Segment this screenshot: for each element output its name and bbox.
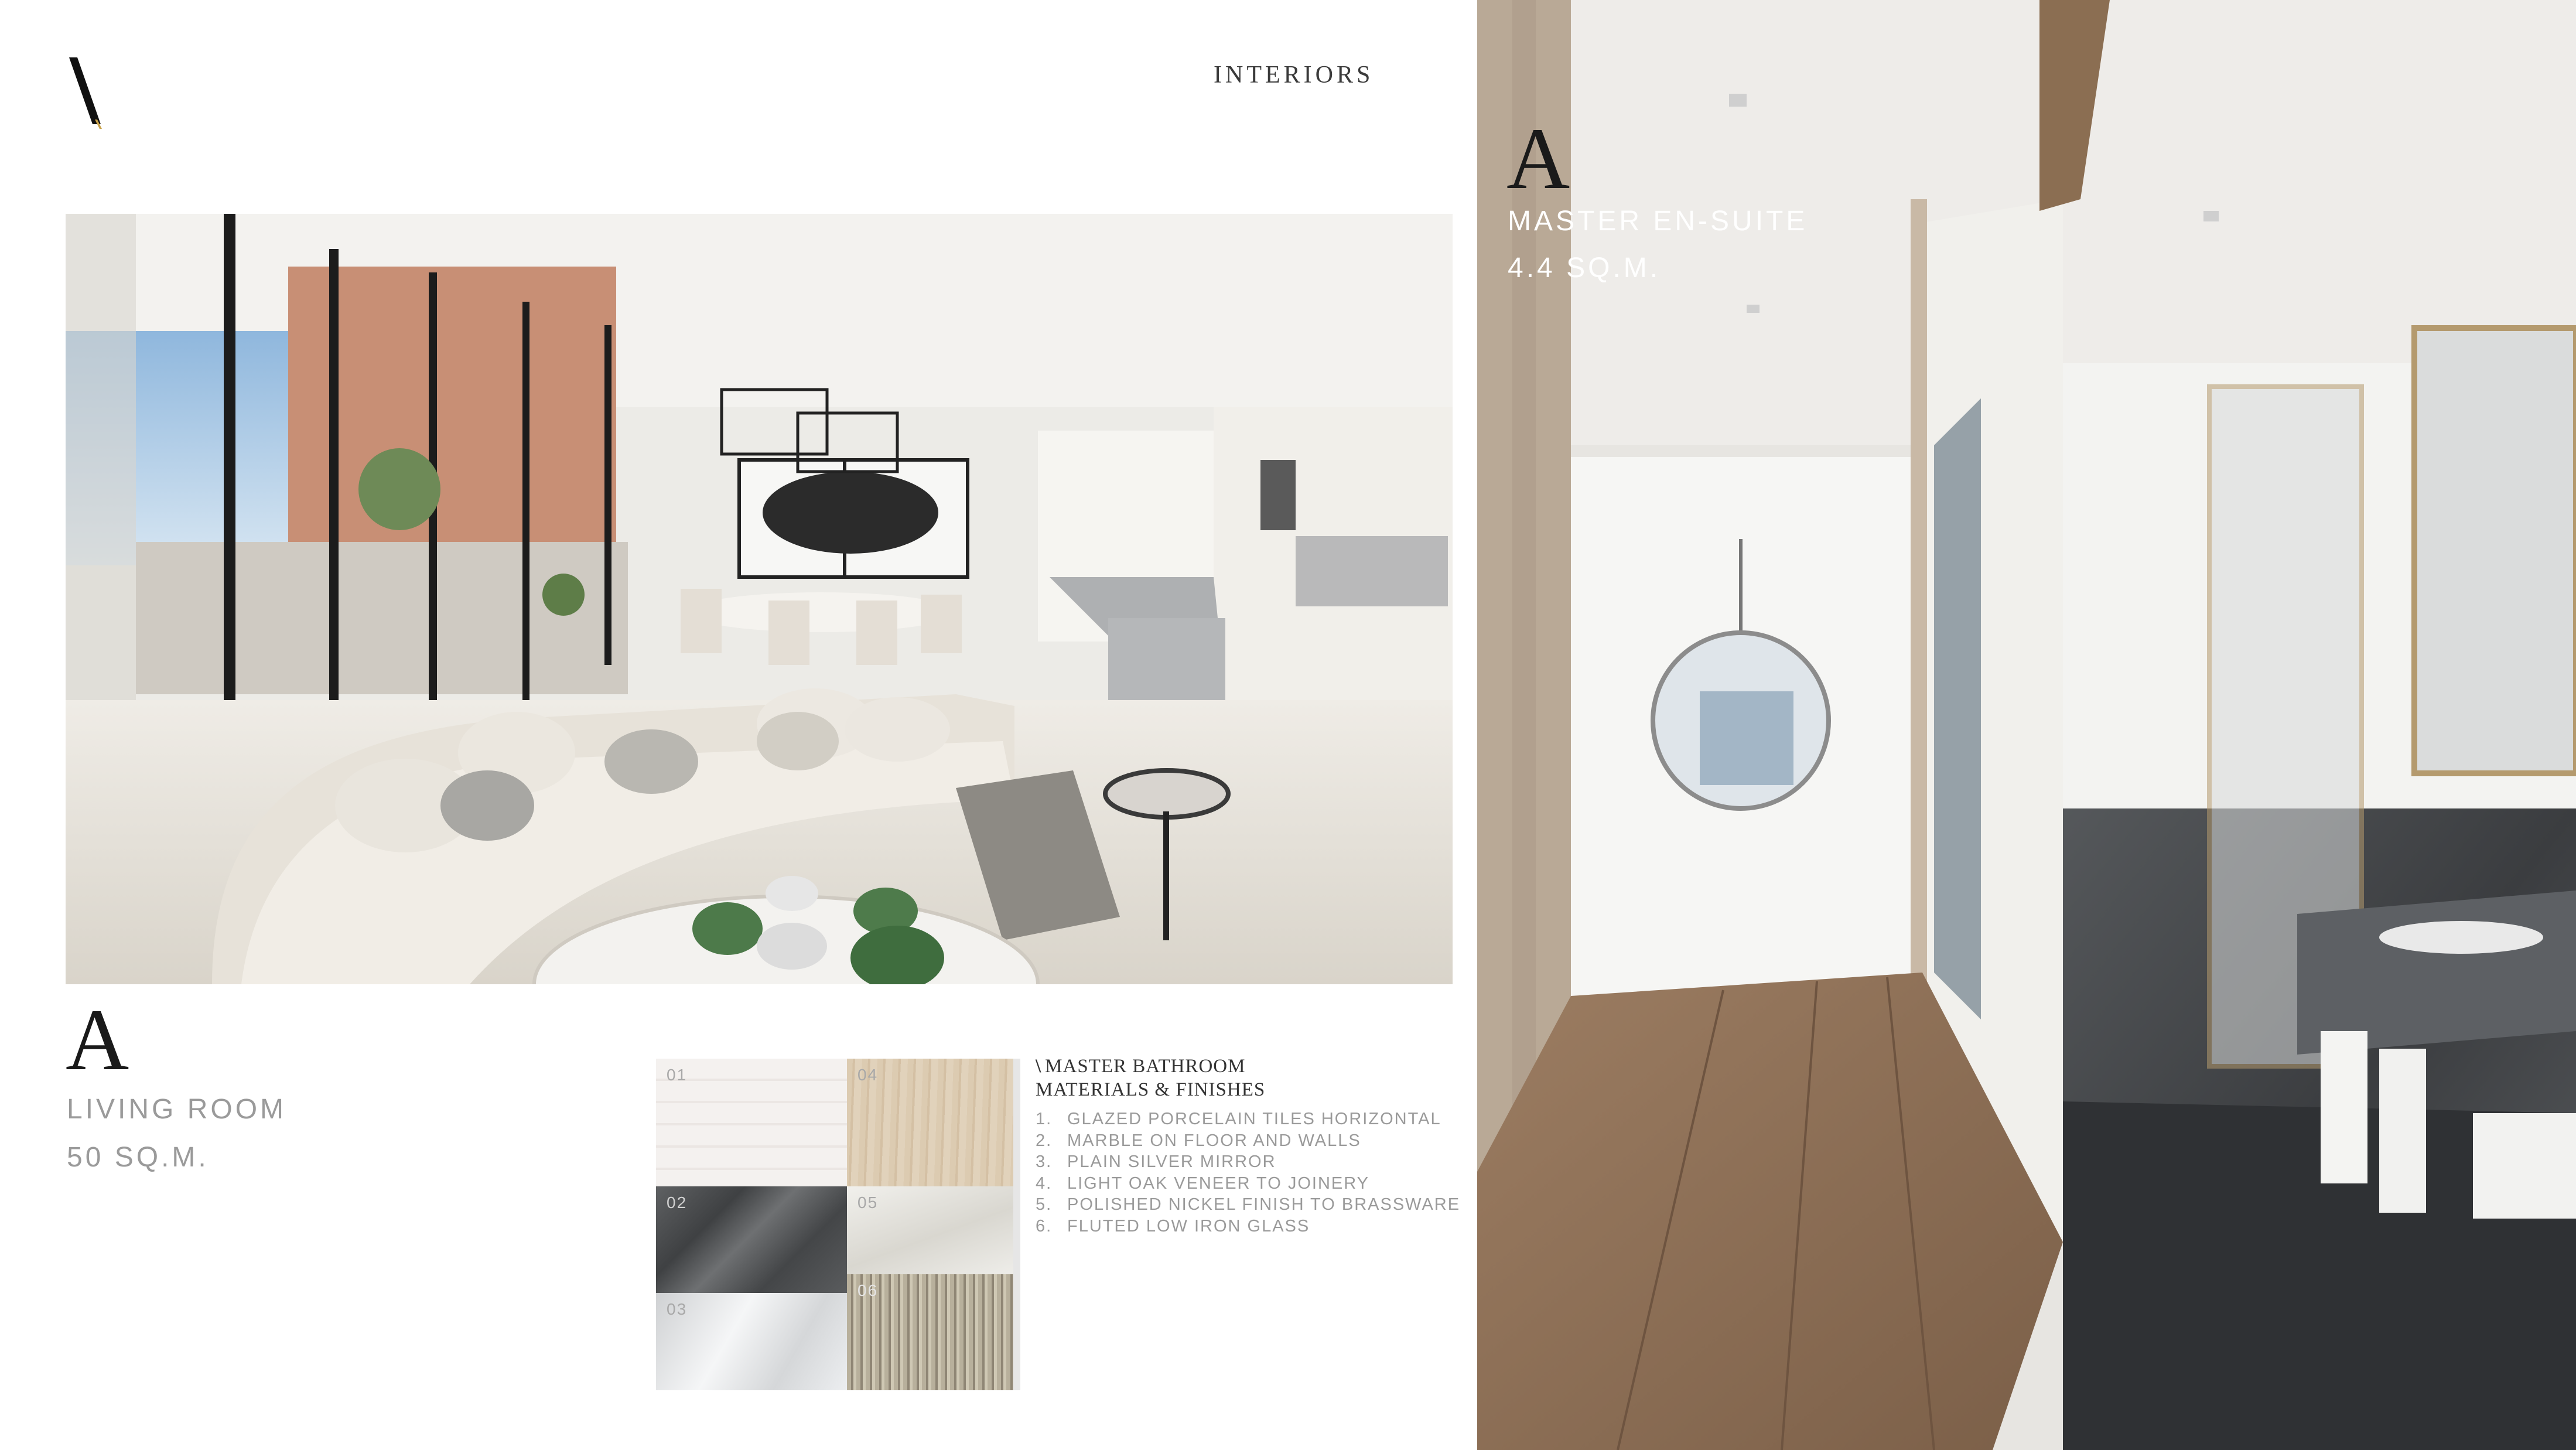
swatch-number: 05 — [857, 1193, 879, 1212]
swatch-porcelain-tiles — [656, 1059, 847, 1186]
swatch-number: 02 — [667, 1193, 688, 1212]
ensuite-size: 4.4 SQ.M. — [1508, 253, 1661, 284]
item-text: PLAIN SILVER MIRROR — [1067, 1152, 1276, 1171]
section-title: INTERIORS — [1214, 62, 1374, 88]
living-room-size: 50 SQ.M. — [67, 1142, 209, 1173]
list-item — [1036, 1130, 1457, 1152]
list-item — [1036, 1108, 1457, 1130]
slash-mark-icon: \ — [1036, 1056, 1042, 1077]
item-text: LIGHT OAK VENEER TO JOINERY — [1067, 1173, 1369, 1193]
item-text: POLISHED NICKEL FINISH TO BRASSWARE — [1067, 1195, 1461, 1214]
item-number: 6. — [1036, 1216, 1053, 1236]
materials-title-line2: MATERIALS & FINISHES — [1036, 1079, 1266, 1100]
item-text: FLUTED LOW IRON GLASS — [1067, 1216, 1310, 1236]
swatch-number: 06 — [857, 1281, 879, 1299]
item-text: MARBLE ON FLOOR AND WALLS — [1067, 1131, 1361, 1150]
living-room-photo — [66, 214, 1453, 984]
list-item — [1036, 1151, 1457, 1173]
ensuite-name: MASTER EN-SUITE — [1508, 206, 1808, 237]
list-item — [1036, 1216, 1457, 1237]
living-room-name: LIVING ROOM — [67, 1094, 287, 1125]
item-number: 5. — [1036, 1195, 1053, 1214]
materials-list — [1036, 1108, 1461, 1237]
swatch-number: 03 — [667, 1300, 688, 1318]
swatch-polished-nickel — [847, 1186, 1013, 1274]
list-item — [1036, 1173, 1457, 1195]
materials-title — [1036, 1055, 1457, 1101]
swatch-number: 04 — [857, 1066, 879, 1084]
brand-logo — [64, 54, 111, 130]
item-text: GLAZED PORCELAIN TILES HORIZONTAL — [1067, 1110, 1441, 1128]
item-number: 4. — [1036, 1173, 1053, 1193]
item-number: 3. — [1036, 1152, 1053, 1171]
swatch-number: 01 — [667, 1066, 688, 1084]
swatch-oak-veneer — [847, 1059, 1013, 1186]
list-item — [1036, 1194, 1461, 1216]
swatch-marble — [656, 1186, 847, 1293]
materials-swatch-board — [656, 1059, 1020, 1390]
item-number: 1. — [1036, 1110, 1053, 1128]
materials-title-line1: MASTER BATHROOM — [1045, 1056, 1246, 1077]
living-room-unit-letter: A — [66, 991, 129, 1089]
swatch-silver-mirror — [656, 1293, 847, 1390]
ensuite-unit-letter: A — [1506, 110, 1570, 207]
swatch-fluted-glass — [847, 1274, 1013, 1390]
item-number: 2. — [1036, 1131, 1053, 1150]
materials-finishes — [1036, 1055, 1461, 1237]
